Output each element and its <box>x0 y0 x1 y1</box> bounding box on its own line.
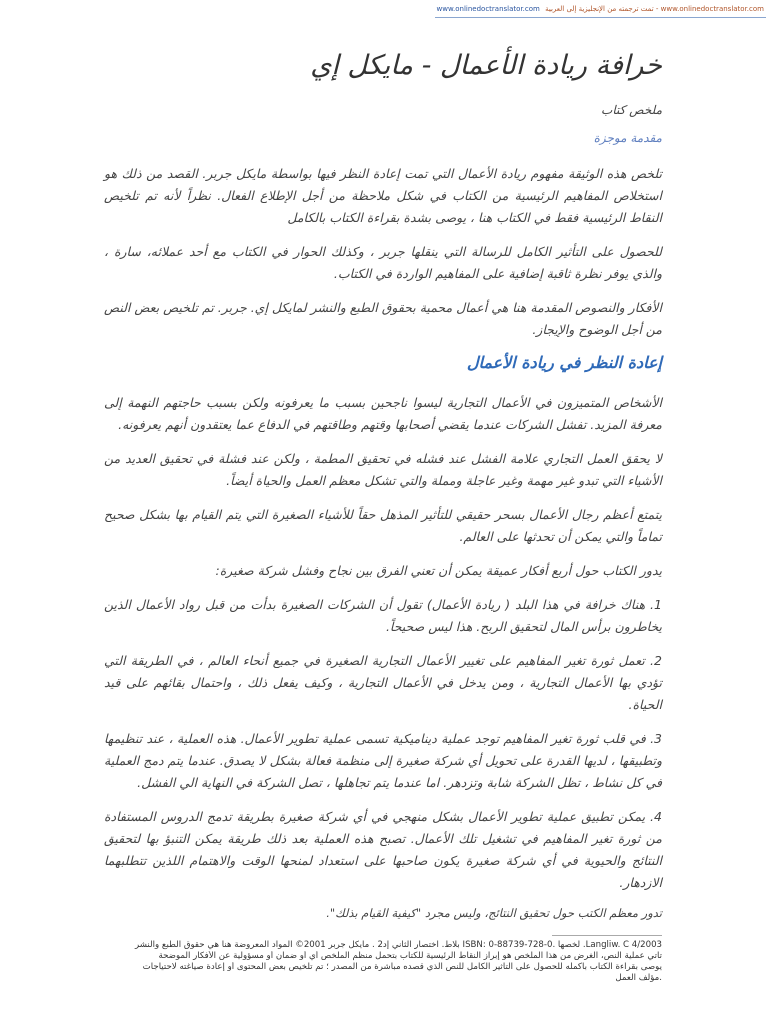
document-page <box>104 40 662 920</box>
translator-note: تمت ترجمته من الإنجليزية إلى العربية - www.onlinedoctranslator.com <box>545 5 764 13</box>
footer-divider <box>552 935 662 936</box>
intro-paragraph-1: تلخص هذه الوثيقة مفهوم ريادة الأعمال التي تمت إعادة النظر فيها بواسطة مايكل جربر. القصد من ذلك هو استخلاص المفاهيم الرئيسية من الكتاب في شكل ملاحظة من أجل الإطلاع الفعال. نظراً لأنه تم تلخيص النقاط الرئيسية فقط في الكتاب هنا ، يوصى بشدة بقراءة الكتاب بالكامل <box>104 166 662 225</box>
intro-paragraph-3: الأفكار والنصوص المقدمة هنا هي أعمال محمية بحقوق الطبع والنشر لمايكل إي. جربر. تم تلخيص بعض النص من أجل الوضوح والإيجاز. <box>104 300 662 337</box>
list-item-4: 4. يمكن تطبيق عملية تطوير الأعمال بشكل منهجي في أي شركة صغيرة بطريقة تدمج الدروس المستفادة من ثورة تغير المفاهيم في تشغيل تلك الأعمال. تصبح هذه العملية بعد ذلك طريقة يمكن التنبؤ بها لتحقيق النتائج والحيوية في أي شركة صغيرة يكون صاحبها على استعداد لمنحها الوقت والاهتمام اللذين تتطلبهما الازدهار. <box>104 809 662 890</box>
translator-banner <box>0 0 768 16</box>
section-heading: إعادة النظر في ريادة الأعمال <box>466 353 662 372</box>
intro-paragraph-2: للحصول على التأثير الكامل للرسالة التي ينقلها جربر ، وكذلك الحوار في الكتاب مع أحد عملائه، سارة ، والذي يوفر نظرة ثاقبة إضافية على المفاهيم الواردة في الكتاب. <box>104 244 662 281</box>
footer-line-1: 4/2003 Langliw. C. لخصها .ISBN: 0-88739-728-0 بلاط. اختصار الثاني إد2 . مايكل جربر 2001© المواد المعروضة هنا هي حقوق الطبع والنشر <box>134 940 662 950</box>
footer-line-2: تأتي عملية النص، الغرض من هذا الملخص هو إبراز النقاط الرئيسية للكتاب بتحمل منظم الملخص أي أو ضمان أو مسؤولية عن الأفكار الموضحة <box>158 951 662 961</box>
list-item-2: 2. تعمل ثورة تغير المفاهيم على تغيير الأعمال التجارية الصغيرة في جميع أنحاء العالم ، في الطريقة التي تؤدي بها الأعمال التجارية ، ومن يدخل في الأعمال التجارية ، وكيف يفعل ذلك ، واحتمال بقائهم على قيد الحياة. <box>104 653 662 712</box>
body-paragraph-3: يتمتع أعظم رجال الأعمال بسحر حقيقي للتأثير المذهل حقاً للأشياء الصغيرة التي يتم القيام بها بشكل صحيح تماماً والتي يمكن أن تحدثها على العالم. <box>104 507 662 544</box>
document-subtitle: ملخص كتاب <box>601 103 662 117</box>
footer-line-4: .مؤلف العمل <box>615 973 662 983</box>
list-item-3: 3. في قلب ثورة تغير المفاهيم توجد عملية ديناميكية تسمى عملية تطوير الأعمال. هذه العملية ، عند تنظيمها وتطبيقها ، لديها القدرة على تحويل أي شركة صغيرة إلى منظمة فعالة بشكل لا يصدق. عندما يتم دمج العملية في كل نشاط ، تظل الشركة شابة وتزدهر. اما عندما يتم تجاهلها ، تصل الشركة في النهاية الي الفشل. <box>104 731 662 790</box>
footer-line-3: يوصى بقراءة الكتاب بأكمله للحصول على التأثير الكامل للنص الذي قصده مباشرة من المصدر ؛ تم تلخيص بعض المحتوى أو إعادة صياغته لاحتياجات <box>142 962 662 972</box>
body-paragraph-4: يدور الكتاب حول أربع أفكار عميقة يمكن أن تعني الفرق بين نجاح وفشل شركة صغيرة: <box>215 563 662 578</box>
copyright-footer <box>104 935 662 984</box>
body-paragraph-1: الأشخاص المتميزون في الأعمال التجارية ليسوا ناجحين بسبب ما يعرفونه ولكن بسبب حاجتهم النهمة إلى معرفة المزيد. تفشل الشركات عندما يقضي أصحابها وقتهم وطاقتهم في الدفاع عما يعتقدون أنهم يعرفونه. <box>104 395 662 432</box>
closing-line: تدور معظم الكتب حول تحقيق النتائج، وليس مجرد "كيفية القيام بذلك". <box>326 906 662 920</box>
list-item-1: 1. هناك خرافة في هذا البلد ( ريادة الأعمال) تقول أن الشركات الصغيرة بدأت من قبل رواد الأعمال الذين يخاطرون برأس المال لتحقيق الربح. هذا ليس صحيحاً. <box>104 597 662 634</box>
document-title: خرافة ريادة الأعمال - مايكل إي <box>310 50 662 81</box>
body-paragraph-2: لا يحقق العمل التجاري علامة الفشل عند فشله في تحقيق المطمة ، ولكن عند فشلة في تحقيق العديد من الأشياء التي تبدو غير مهمة وغير عاجلة ومملة والتي تشكل معظم العمل والحياة أيضاً. <box>104 451 662 488</box>
intro-label: مقدمة موجزة <box>593 131 662 145</box>
translator-banner-text[interactable] <box>435 1 767 18</box>
translator-site-link[interactable]: www.onlinedoctranslator.com <box>436 5 540 13</box>
